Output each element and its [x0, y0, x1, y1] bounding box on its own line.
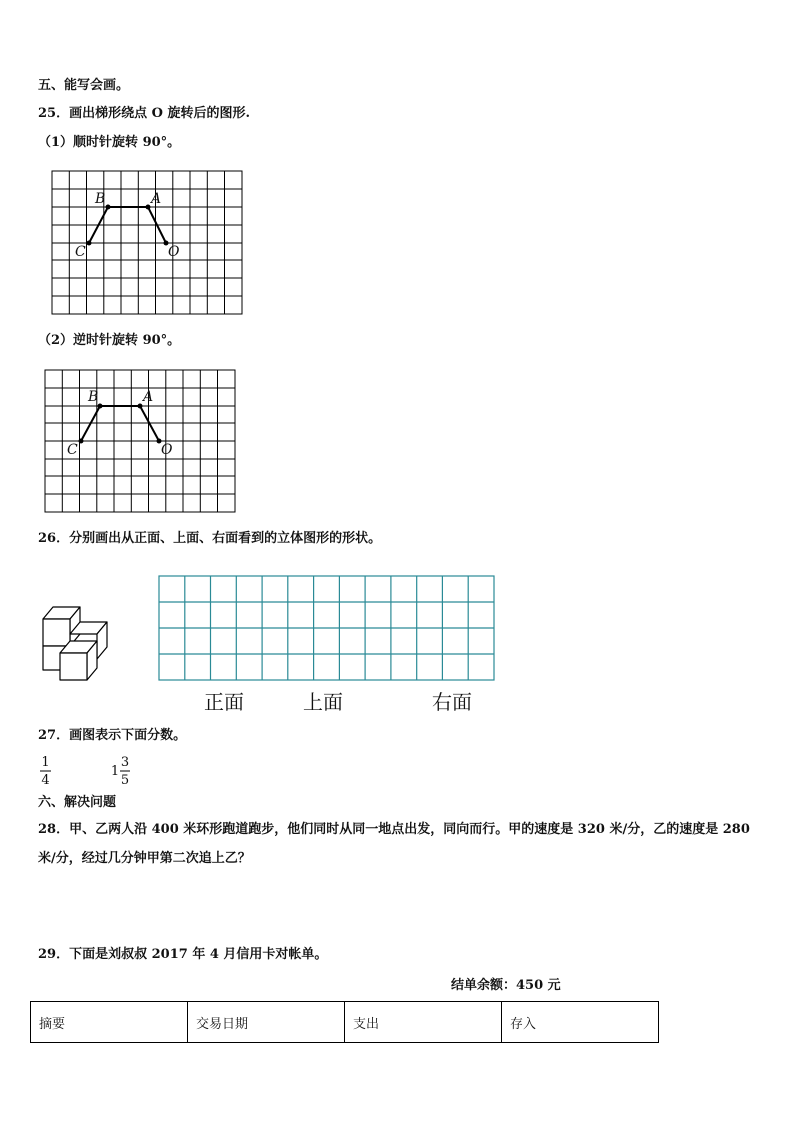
q28-line2: 米/分，经过几分钟甲第二次追上乙？	[38, 851, 251, 866]
q27-title: 27．画图表示下面分数。	[38, 728, 187, 743]
statement-table	[30, 1001, 659, 1043]
q25-part1: （1）顺时针旋转 90°。	[38, 135, 181, 150]
q26-title: 26．分别画出从正面、上面、右面看到的立体图形的形状。	[38, 531, 382, 546]
frac2-numerator: 3	[120, 755, 130, 770]
frac1-denominator: 4	[41, 773, 50, 788]
point-a-label-2: A	[143, 389, 154, 405]
point-c-label-2: C	[67, 442, 78, 458]
section5-heading: 五、能写会画。	[38, 78, 130, 93]
header-expense: 支出	[345, 1002, 502, 1043]
point-o-label-1: O	[168, 244, 180, 260]
point-c-label-1: C	[75, 244, 86, 260]
point-b-label-2: B	[88, 389, 99, 405]
section6-heading: 六、解决问题	[38, 795, 117, 810]
grid-2	[45, 370, 235, 512]
view-top-label: 上面	[303, 690, 343, 714]
frac1-numerator: 1	[41, 755, 50, 770]
point-b-label-1: B	[95, 191, 106, 207]
point-a-label-1: A	[151, 191, 162, 207]
q25-part2: （2）逆时针旋转 90°。	[38, 333, 181, 348]
view-grid	[159, 576, 494, 680]
cube-solid	[43, 607, 107, 680]
header-date: 交易日期	[188, 1002, 345, 1043]
header-summary: 摘要	[31, 1002, 188, 1043]
header-deposit: 存入	[502, 1002, 659, 1043]
frac2-whole: 1	[110, 764, 120, 779]
view-right-label: 右面	[432, 690, 472, 714]
view-front-label: 正面	[204, 690, 244, 714]
point-o-label-2: O	[161, 442, 173, 458]
balance-text: 结单余额：450 元	[451, 978, 561, 993]
q28-line1: 28．甲、乙两人沿 400 米环形跑道跑步，他们同时从同一地点出发，同向而行。甲的速度是 320 米/分，乙的速度是 280	[38, 822, 750, 837]
frac2-denominator: 5	[120, 773, 130, 788]
grid-1	[52, 171, 242, 314]
q29-title: 29．下面是刘叔叔 2017 年 4 月信用卡对帐单。	[38, 947, 328, 962]
q25-title: 25．画出梯形绕点 O 旋转后的图形.	[38, 106, 250, 121]
table-header-row	[31, 1002, 659, 1043]
